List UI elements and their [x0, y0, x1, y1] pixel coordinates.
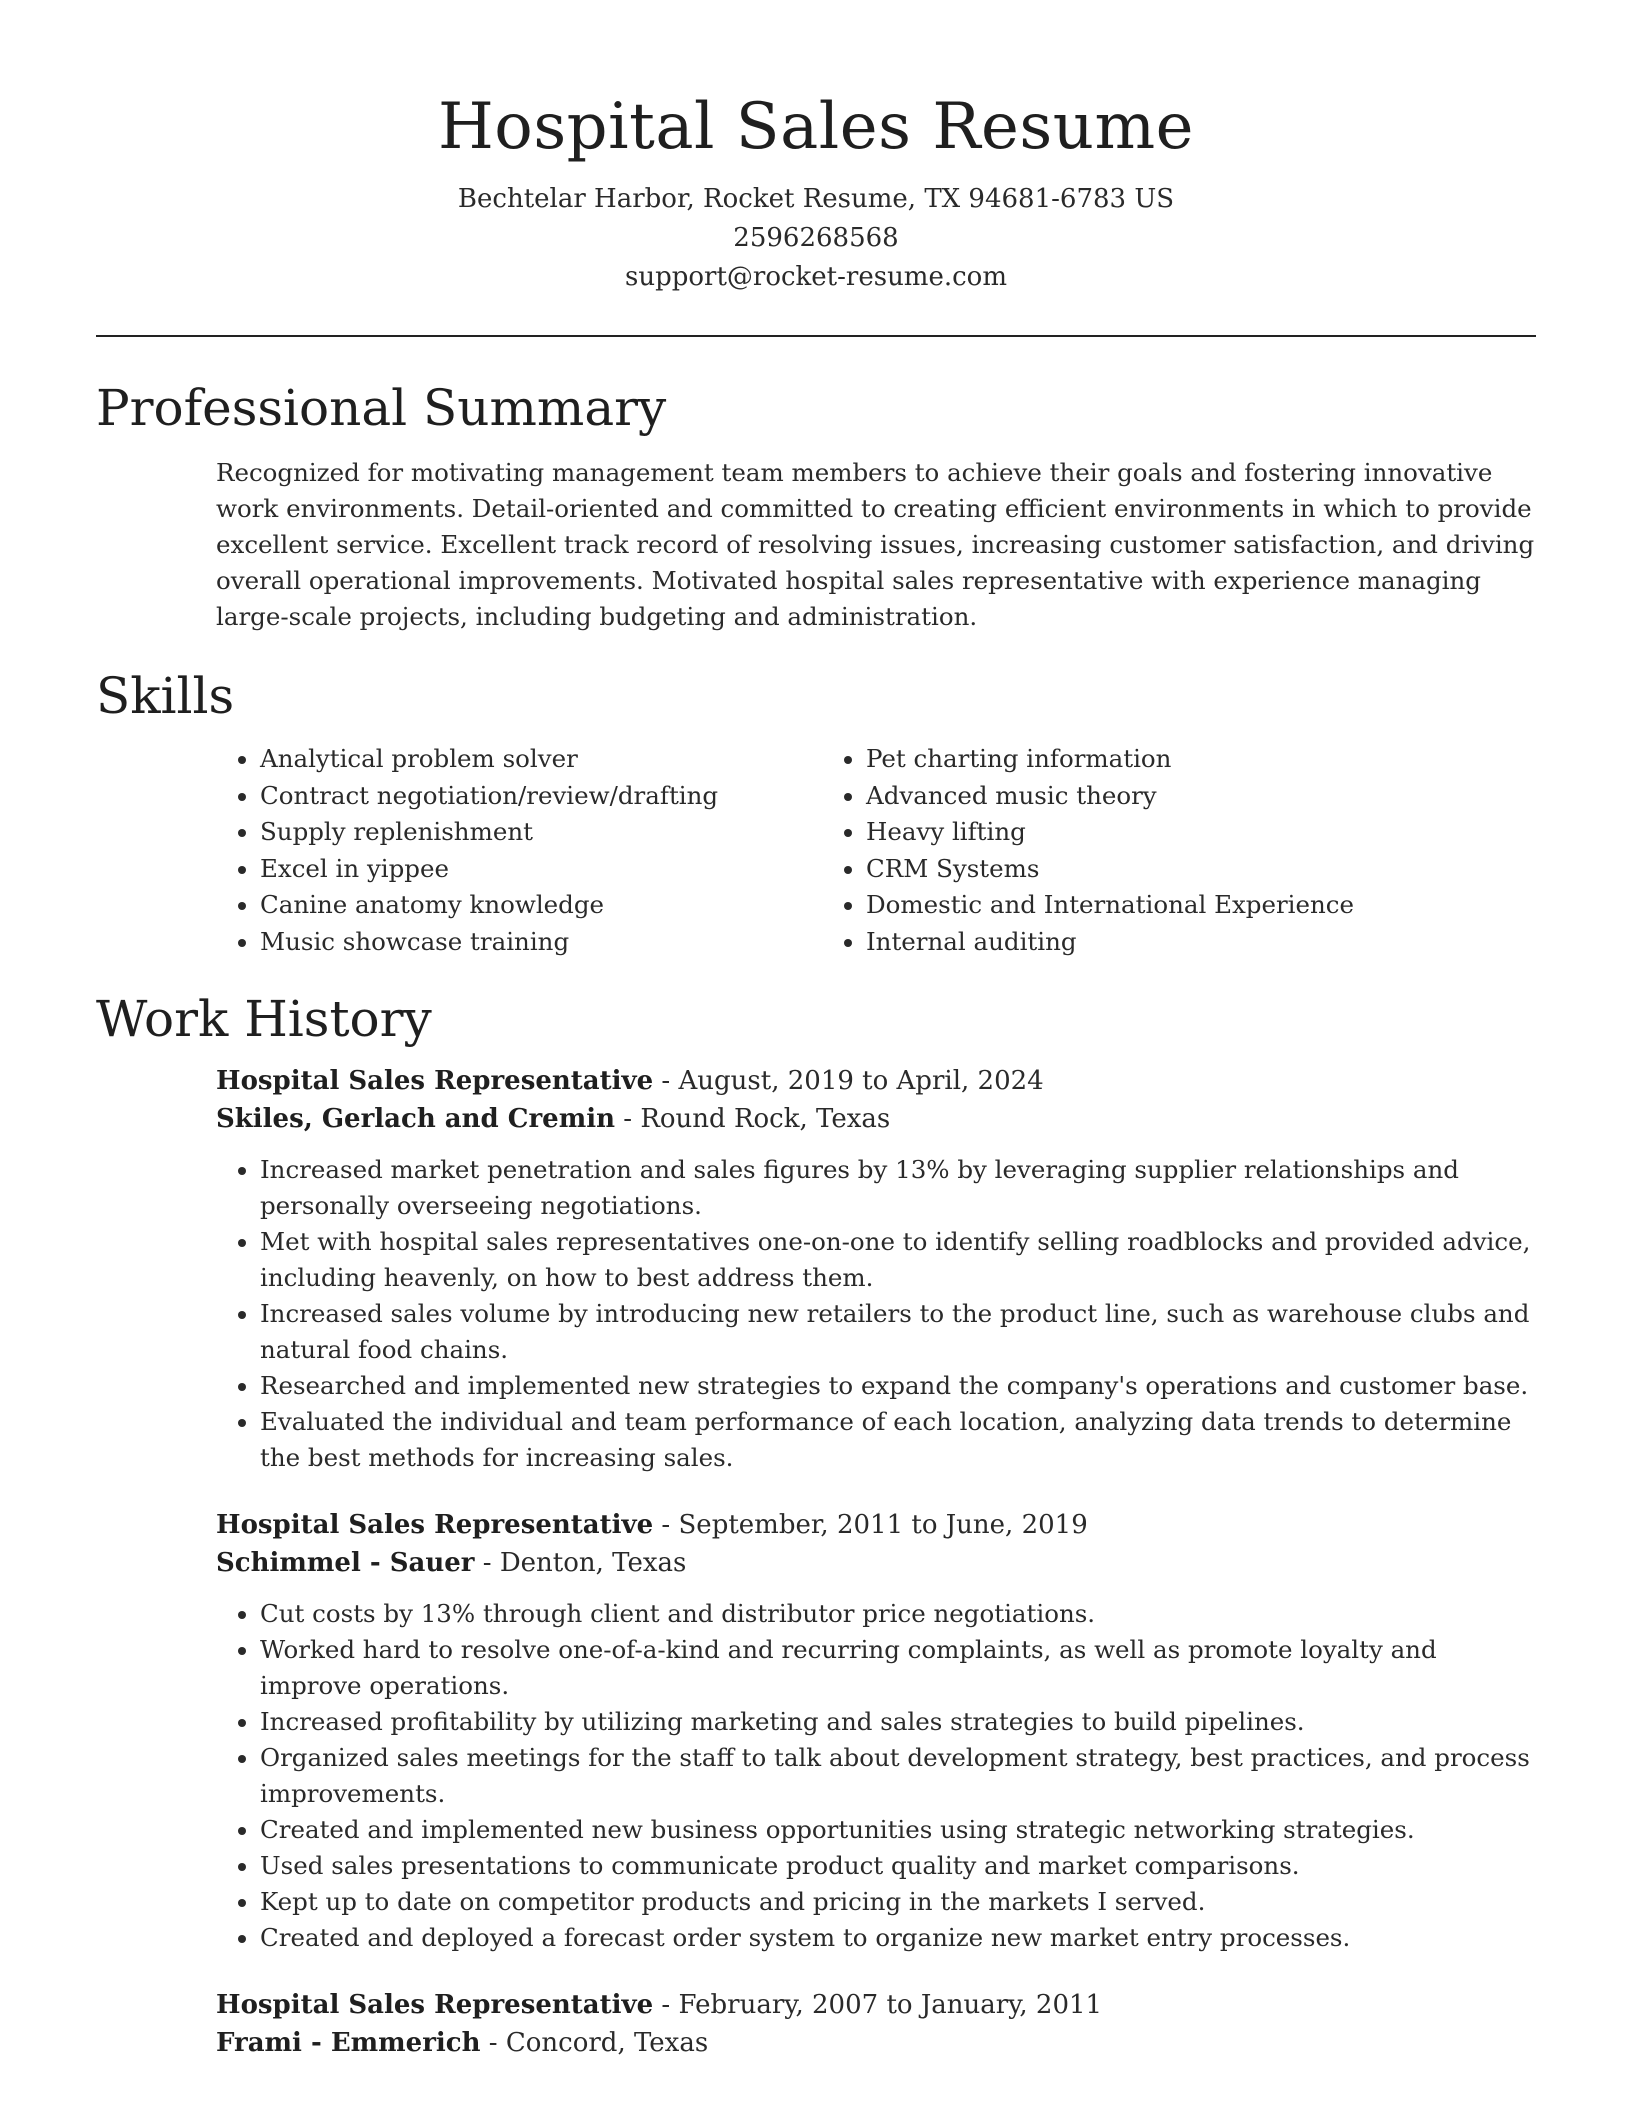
- contact-info: [96, 180, 1536, 297]
- separator: -: [615, 1104, 641, 1134]
- separator: -: [653, 1066, 679, 1096]
- email: support@rocket-resume.com: [624, 262, 1007, 292]
- skill-item: • Heavy lifting: [866, 814, 1354, 851]
- job-entry: [216, 1986, 1536, 2062]
- job-location: Denton, Texas: [499, 1548, 687, 1578]
- address: Bechtelar Harbor, Rocket Resume, TX 94681-6783 US: [457, 184, 1175, 214]
- header-divider: [96, 335, 1536, 337]
- phone: 2596268568: [733, 223, 899, 253]
- job-bullet: • Evaluated the individual and team performance of each location, analyzing data trends to determine the best methods for increasing sales.: [260, 1404, 1536, 1476]
- job-entry: [216, 1062, 1536, 1476]
- job-bullet: • Cut costs by 13% through client and distributor price negotiations.: [260, 1596, 1536, 1632]
- section-title-summary: Professional Summary: [96, 379, 667, 437]
- skill-item: • Analytical problem solver: [260, 741, 822, 778]
- skills-list: [216, 741, 1536, 960]
- skill-item: • CRM Systems: [866, 851, 1354, 888]
- summary-text: Recognized for motivating management team members to achieve their goals and fostering innovative work environments. Detail-oriented and committed to creating efficient environments in which to provide excellent service. Excellent track record of resolving issues, increasing customer satisfaction, and driving overall operational improvements. Motivated hospital sales representative with experience managing large-scale projects, including budgeting and administration.: [216, 458, 1535, 631]
- skills-column-left: [216, 741, 822, 960]
- company-name: Schimmel - Sauer: [216, 1548, 475, 1578]
- skill-item: • Domestic and International Experience: [866, 887, 1354, 924]
- job-company-line: [216, 2024, 1536, 2062]
- job-bullet: • Increased market penetration and sales figures by 13% by leveraging supplier relationships and personally overseeing negotiations.: [260, 1152, 1536, 1224]
- job-dates: February, 2007 to January, 2011: [678, 1990, 1103, 2020]
- job-bullet: • Increased sales volume by introducing new retailers to the product line, such as warehouse clubs and natural food chains.: [260, 1296, 1536, 1368]
- job-company-line: [216, 1544, 1536, 1582]
- job-title: Hospital Sales Representative: [216, 1066, 654, 1096]
- job-bullet: • Used sales presentations to communicate product quality and market comparisons.: [260, 1848, 1536, 1884]
- skill-item: • Advanced music theory: [866, 778, 1354, 815]
- job-location: Concord, Texas: [505, 2028, 709, 2058]
- job-dates: September, 2011 to June, 2019: [678, 1510, 1088, 1540]
- job-title-line: [216, 1506, 1536, 1544]
- job-company-line: [216, 1100, 1536, 1138]
- skill-item: • Contract negotiation/review/drafting: [260, 778, 822, 815]
- company-name: Skiles, Gerlach and Cremin: [216, 1104, 615, 1134]
- separator: -: [653, 1510, 679, 1540]
- job-bullets: [216, 1596, 1536, 1956]
- skill-item: • Music showcase training: [260, 924, 822, 961]
- skills-column-right: [822, 741, 1354, 960]
- job-title: Hospital Sales Representative: [216, 1990, 654, 2020]
- job-location: Round Rock, Texas: [640, 1104, 891, 1134]
- job-title-line: [216, 1062, 1536, 1100]
- skill-item: • Internal auditing: [866, 924, 1354, 961]
- resume-title: Hospital Sales Resume: [437, 90, 1195, 164]
- job-bullet: • Researched and implemented new strategies to expand the company's operations and customer base.: [260, 1368, 1536, 1404]
- resume-page: [96, 0, 1536, 2062]
- skill-item: • Supply replenishment: [260, 814, 822, 851]
- job-bullet: • Kept up to date on competitor products and pricing in the markets I served.: [260, 1884, 1536, 1920]
- job-bullet: • Met with hospital sales representatives one-on-one to identify selling roadblocks and provided advice, including heavenly, on how to best address them.: [260, 1224, 1536, 1296]
- skill-item: • Pet charting information: [866, 741, 1354, 778]
- job-bullets: [216, 1152, 1536, 1476]
- separator: -: [474, 1548, 500, 1578]
- job-bullet: • Worked hard to resolve one-of-a-kind and recurring complaints, as well as promote loyalty and improve operations.: [260, 1632, 1536, 1704]
- job-bullet: • Created and deployed a forecast order system to organize new market entry processes.: [260, 1920, 1536, 1956]
- job-title-line: [216, 1986, 1536, 2024]
- job-bullet: • Created and implemented new business opportunities using strategic networking strategies.: [260, 1812, 1536, 1848]
- job-dates: August, 2019 to April, 2024: [678, 1066, 1044, 1096]
- job-bullet: • Organized sales meetings for the staff to talk about development strategy, best practices, and process improvements.: [260, 1740, 1536, 1812]
- company-name: Frami - Emmerich: [216, 2028, 481, 2058]
- section-title-skills: Skills: [96, 667, 235, 725]
- job-entry: [216, 1506, 1536, 1956]
- separator: -: [653, 1990, 679, 2020]
- job-bullet: • Increased profitability by utilizing marketing and sales strategies to build pipelines.: [260, 1704, 1536, 1740]
- skill-item: • Excel in yippee: [260, 851, 822, 888]
- section-title-work-history: Work History: [96, 990, 432, 1048]
- job-title: Hospital Sales Representative: [216, 1510, 654, 1540]
- skill-item: • Canine anatomy knowledge: [260, 887, 822, 924]
- separator: -: [480, 2028, 506, 2058]
